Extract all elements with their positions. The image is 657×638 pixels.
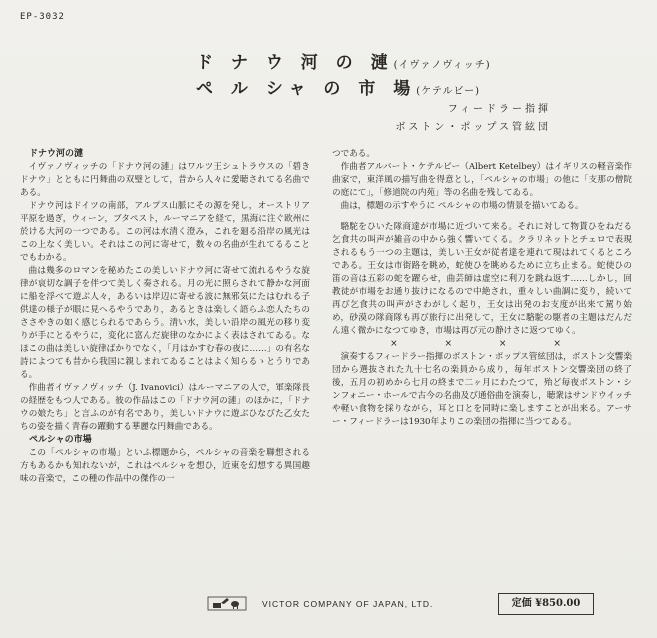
title-main: ド ナ ウ 河 の 漣	[196, 53, 394, 73]
section-separator: × × × ×	[390, 339, 583, 349]
paragraph: この「ペルシャの市場」といふ標題から，ペルシャの音楽を聯想される方もあるかも知れないが，これはペルシャを想ひ，近東を幻想する異国趣味の音楽で，この種の作品中の傑作の一	[20, 448, 310, 484]
paragraph: つである。	[332, 149, 375, 159]
paragraph: 作曲者アルバート・ケテルビー（Albert Ketelbey）はイギリスの軽音楽作曲家で，東洋風の描写曲を得意とし，「ペルシャの市場」の他に「支那の僧院の庭にて」，「修道院の内苑」等の名曲を残してゐる。	[332, 162, 632, 198]
paragraph: ドナウ河はドイツの南部，アルプス山脈にその源を発し，オーストリア平原を過ぎ，ウィーン，ブタペスト，ルーマニアを経て，黒海に注ぐ欧州に於ける大河の一つである。この河は水清く澄み，これを廻る沿岸の風光はこの上なく美しい。それはこの河に寄せて，数々の名曲が生れてるることでもわかる。	[20, 201, 310, 263]
paragraph: 演奏するフィードラー指揮のボストン・ポップス管絃団は，ボストン交響楽団から選抜された九十七名の楽員から成り，毎年ボストン交響楽団の終了後，五月の初めから七月の終まで二ヶ月にわたつて，殆ど毎夜ボストン・シンフォニー・ホールで古今の名曲及び通俗曲を演奏し，聴衆はサンドウイッチや軽い食物を採りながら，耳と口とを同時に楽しますことが出来る。アーサー・フィードラーは1930年よりこの楽団の指揮に当つてゐる。	[332, 352, 632, 427]
title-composer: (ケテルビー)	[416, 86, 480, 97]
right-column	[332, 148, 632, 429]
section-heading: ペルシャの市場	[29, 435, 92, 445]
left-column	[20, 148, 310, 486]
title-danube	[196, 48, 491, 73]
victor-dog-logo-icon	[207, 594, 247, 612]
company-name: VICTOR COMPANY OF JAPAN, LTD.	[262, 599, 434, 609]
conductor-credit: フィードラー指揮	[447, 104, 551, 115]
paragraph: 曲は幾多のロマンを秘めたこの美しいドナウ河に寄せて流れるやうな旋律が哀切な調子を伴つて美しく奏される。月の光に照らされて静かな河面に船を浮べて遊ぶ人々，あるいは岸辺に寄せる波に無邪気にたはむれる子供達の様子が眼に見へるやうであり，あるときは楽しく語らふ恋人たちのささやきの如く感じられるであらう。清い水，美しい沿岸の風光の移り変りが手にとるやうに，変化に富んだ旋律のなかによく表はされてゐる。なほこの曲は美しい旋律ばかりでなく，「月はかすむ春の夜に……」の有名な詩によつても昔から我国に親しまれてゐることはよく知らるゝとうりである。	[20, 266, 310, 380]
orchestra-credit: ボストン・ポップス管絃団	[395, 122, 551, 133]
paragraph: 作曲者イヴァノヴィッチ（J. Ivanovici）はルーマニアの人で，軍楽隊長の経歴をもつ人である。彼の作品はこの「ドナウ河の漣」のほかに，「ドナウの娘たち」と言ふのが有名であり，美しいドナウに遊ぶひなびた乙女たちの姿を描く青春の躍動する華麗な円舞曲である。	[20, 383, 310, 432]
paragraph: 曲は，標題の示すやうに ペルシャの市場の情景を描いてゐる。	[340, 201, 584, 211]
title-persian-market	[196, 74, 480, 99]
title-composer: (イヴァノヴィッチ)	[393, 60, 491, 71]
paragraph: イヴァノヴィッチの「ドナウ河の漣」はワルツ王シュトラウスの「碧きドナウ」とともに円舞曲の双璧として，昔から人々に愛聴されてる名曲である。	[20, 162, 310, 198]
price-box	[498, 593, 594, 615]
paragraph: 駱駝をひいた隊商達が市場に近づいて来る。それに対して物貰ひをねだる乞食共の叫声が雑音の中から強く響いてくる。クラリネットとチェロで表現されるもう一つの主題は，美しい王女が従者達を連れて現はれてくるところである。王女は市街路を眺め，蛇使ひを眺めるために立ち止まる。蛇使ひの笛の音は五彩の蛇を躍らせ，曲芸師は虚空に利刀を跳ね返す……しかし，回教徒が市場をお通り抜けになるので中絶され，重々しい曲調に変り，続いて再び乞食共の叫声がさわがしく起り，王女は出発のお支度が出来て駕り始め，砂漠の隊商隊も再び旅行に出発して，王女に駱駝の駆者の主題はだんだん遠く微かになつてゆき，市場は再び元の静けさに返つてゆく。	[332, 222, 632, 336]
catalog-number: EP-3032	[20, 12, 65, 22]
section-heading: ドナウ河の漣	[29, 149, 84, 159]
price-label: 定価 ¥850.00	[511, 598, 581, 609]
title-main: ペ ル シャ の 市 場	[196, 79, 417, 99]
